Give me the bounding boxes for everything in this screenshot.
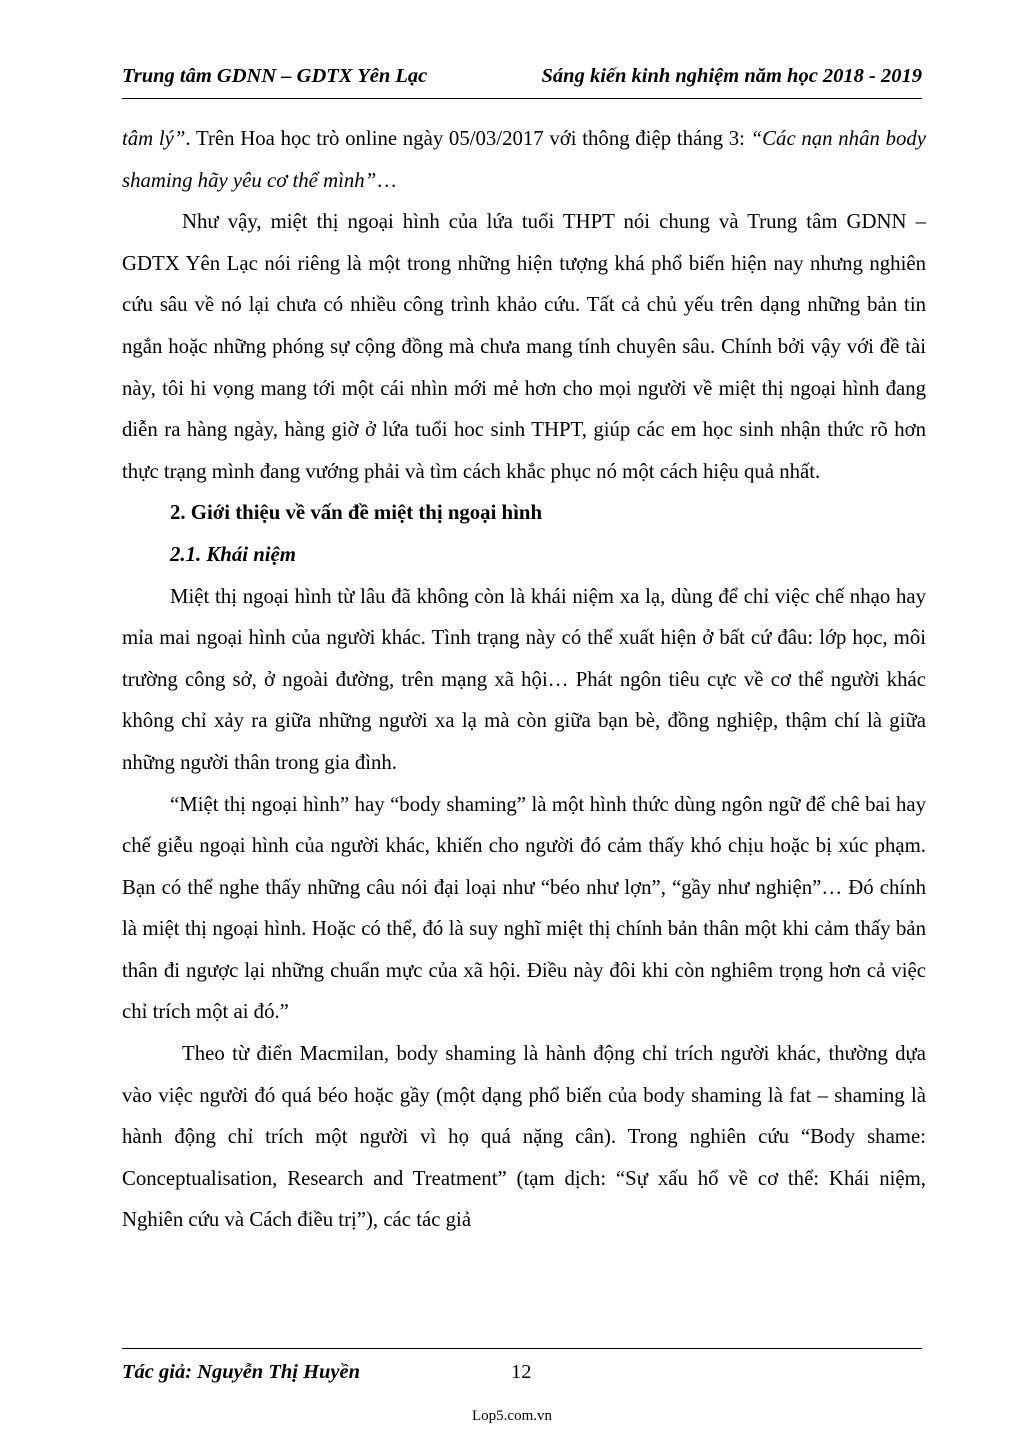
paragraph-1-italic-b: “Các nạn nhân body shaming hãy yêu cơ thể mình” bbox=[122, 127, 926, 192]
page-body bbox=[122, 118, 926, 1241]
paragraph-4: “Miệt thị ngoại hình” hay “body shaming” là một hình thức dùng ngôn ngữ để chê bai hay chế giễu ngoại hình của người khác, khiến cho người đó cảm thấy khó chịu hoặc bị xúc phạm. Bạn có thể nghe thấy những câu nói đại loại như “béo như lợn”, “gầy như nghiện”… Đó chính là miệt thị ngoại hình. Hoặc có thể, đó là suy nghĩ miệt thị chính bản thân một khi cảm thấy bản thân đi ngược lại những chuẩn mực của xã hội. Điều này đôi khi còn nghiêm trọng hơn cả việc chỉ trích một ai đó.” bbox=[122, 792, 926, 1024]
paragraph-1 bbox=[122, 118, 926, 201]
section-heading: 2. Giới thiệu về vấn đề miệt thị ngoại hình bbox=[170, 501, 543, 525]
header-title: Sáng kiến kinh nghiệm năm học 2018 - 2019 bbox=[541, 65, 922, 87]
paragraph-5: Theo từ điển Macmilan, body shaming là hành động chỉ trích người khác, thường dựa vào việc người đó quá béo hoặc gầy (một dạng phổ biến của body shaming là fat – shaming là hành động chỉ trích một người vì họ quá nặng cân). Trong nghiên cứu “Body shame: Conceptualisation, Research and Treatment” (tạm dịch: “Sự xấu hổ về cơ thể: Khái niệm, Nghiên cứu và Cách điều trị”), các tác giả bbox=[122, 1042, 926, 1232]
paragraph-3: Miệt thị ngoại hình từ lâu đã không còn là khái niệm xa lạ, dùng để chỉ việc chế nhạo hay mỉa mai ngoại hình của người khác. Tình trạng này có thể xuất hiện ở bất cứ đâu: lớp học, môi trường công sở, ở ngoài đường, trên mạng xã hội… Phát ngôn tiêu cực về cơ thể người khác không chỉ xảy ra giữa những người xa lạ mà còn giữa bạn bè, đồng nghiệp, thậm chí là giữa những người thân trong gia đình. bbox=[122, 584, 926, 774]
paragraph-2: Như vậy, miệt thị ngoại hình của lứa tuổi THPT nói chung và Trung tâm GDNN – GDTX Yên Lạc nói riêng là một trong những hiện tượng khá phổ biến hiện nay nhưng nghiên cứu sâu về nó lại chưa có nhiều công trình khảo cứu. Tất cả chủ yếu trên dạng những bản tin ngắn hoặc những phóng sự cộng đồng mà chưa mang tính chuyên sâu. Chính bởi vậy với đề tài này, tôi hi vọng mang tới một cái nhìn mới mẻ hơn cho mọi người về miệt thị ngoại hình đang diễn ra hàng ngày, hàng giờ ở lứa tuổi hoc sinh THPT, giúp các em học sinh nhận thức rõ hơn thực trạng mình đang vướng phải và tìm cách khắc phục nó một cách hiệu quả nhất. bbox=[122, 210, 926, 483]
header-institution: Trung tâm GDNN – GDTX Yên Lạc bbox=[122, 65, 428, 87]
paragraph-1-italic-a: tâm lý” bbox=[122, 127, 186, 150]
paragraph-1-tail: … bbox=[376, 168, 398, 192]
footer-rule bbox=[122, 1348, 922, 1349]
paragraph-1-text: . Trên Hoa học trò online ngày 05/03/2017 với thông điệp tháng 3: bbox=[185, 127, 751, 150]
header-rule bbox=[122, 98, 922, 99]
subsection-heading: 2.1. Khái niệm bbox=[170, 542, 296, 566]
footer-author: Tác giả: Nguyễn Thị Huyền bbox=[122, 1361, 361, 1383]
footer-site: Lop5.com.vn bbox=[472, 1408, 552, 1424]
page-number: 12 bbox=[511, 1361, 532, 1383]
